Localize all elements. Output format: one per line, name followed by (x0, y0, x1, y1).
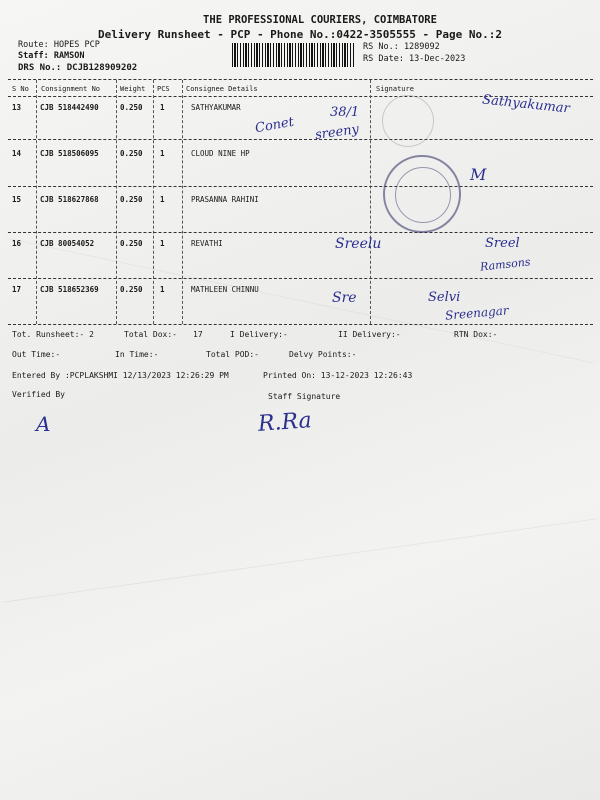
faded-stamp (382, 95, 434, 147)
row-rule (8, 139, 593, 140)
entered-by: Entered By :PCPLAKSHMI 12/13/2023 12:26:29 PM (12, 371, 229, 380)
row-consignment: CJB 518652369 (40, 285, 99, 294)
row-consignee: PRASANNA RAHINI (191, 195, 259, 204)
handwritten-signature: Sreelu (335, 236, 382, 252)
column-divider (153, 80, 154, 324)
column-header-weight: Weight (120, 85, 146, 93)
paper-crease (6, 238, 593, 364)
column-divider (370, 80, 371, 324)
column-header-pcs: PCS (157, 85, 170, 93)
ii-delivery: II Delivery:- (338, 330, 401, 339)
column-divider (36, 80, 37, 324)
row-sno: 15 (12, 195, 22, 204)
verified-by-label: Verified By (12, 390, 65, 399)
rs-number: RS No.: 1289092 (363, 42, 440, 52)
handwritten-signature: Sre (332, 290, 357, 306)
handwritten-signature: Sathyakumar (481, 92, 571, 117)
row-sno: 13 (12, 103, 22, 112)
printed-on: Printed On: 13-12-2023 12:26:43 (263, 371, 413, 380)
rtn-dox: RTN Dox:- (454, 330, 498, 339)
row-rule (8, 278, 593, 279)
total-pod: Total POD:- (206, 350, 259, 359)
row-consignment: CJB 518506095 (40, 149, 99, 158)
staff-label: Staff: RAMSON (18, 51, 85, 61)
handwritten-signature: Conet (253, 114, 296, 137)
delvy-points: Delvy Points:- (289, 350, 357, 359)
column-header-consignee: Consignee Details (186, 85, 258, 93)
row-pcs: 1 (160, 239, 165, 248)
column-header-consignment: Consignment No (41, 85, 101, 93)
row-consignment: CJB 80054052 (40, 239, 95, 248)
drs-number: DRS No.: DCJB128909202 (18, 63, 138, 73)
row-pcs: 1 (160, 103, 165, 112)
row-rule (8, 232, 593, 233)
table-bottom-rule (8, 324, 593, 325)
runsheet-subtitle: Delivery Runsheet - PCP - Phone No.:0422-3505555 - Page No.:2 (98, 28, 502, 41)
row-pcs: 1 (160, 285, 165, 294)
row-consignee: SATHYAKUMAR (191, 103, 241, 112)
row-weight: 0.250 (120, 285, 143, 294)
i-delivery: I Delivery:- (230, 330, 288, 339)
handwritten-signature: sreeny (314, 122, 360, 143)
handwritten-signature: M (470, 165, 487, 184)
staff-signature-label: Staff Signature (268, 392, 341, 401)
row-sno: 17 (12, 285, 22, 294)
barcode (232, 43, 354, 67)
row-consignee: MATHLEEN CHINNU (191, 285, 259, 294)
handwritten-signature: Sreenagar (444, 303, 510, 323)
table-top-rule (8, 79, 593, 80)
total-dox-value: 17 (193, 330, 203, 339)
paper-crease (3, 518, 597, 602)
column-divider (116, 80, 117, 324)
row-consignee: REVATHI (191, 239, 223, 248)
handwritten-signature: Sreel (485, 236, 520, 251)
tot-runsheet: Tot. Runsheet:- 2 (12, 330, 94, 339)
row-pcs: 1 (160, 149, 165, 158)
row-sno: 16 (12, 239, 22, 248)
row-pcs: 1 (160, 195, 165, 204)
handwritten-signature: Selvi (428, 290, 461, 305)
row-sno: 14 (12, 149, 22, 158)
route-label: Route: HOPES PCP (18, 40, 100, 50)
handwritten-signature: 38/1 (330, 105, 360, 120)
total-dox-label: Total Dox:- (124, 330, 177, 339)
in-time: In Time:- (115, 350, 159, 359)
handwritten-signature: Ramsons (479, 255, 532, 274)
row-weight: 0.250 (120, 239, 143, 248)
company-title: THE PROFESSIONAL COURIERS, COIMBATORE (203, 14, 437, 26)
row-weight: 0.250 (120, 149, 143, 158)
row-consignment: CJB 518442490 (40, 103, 99, 112)
column-divider (182, 80, 183, 324)
row-weight: 0.250 (120, 103, 143, 112)
office-stamp (383, 155, 461, 233)
row-consignment: CJB 518627868 (40, 195, 99, 204)
row-rule (8, 186, 593, 187)
row-weight: 0.250 (120, 195, 143, 204)
verifier-signature: A (36, 412, 51, 436)
column-header-sno: S No (12, 85, 29, 93)
out-time: Out Time:- (12, 350, 61, 359)
rs-date: RS Date: 13-Dec-2023 (363, 54, 466, 64)
column-header-signature: Signature (376, 85, 414, 93)
staff-signature: R.Ra (257, 408, 313, 437)
row-consignee: CLOUD NINE HP (191, 149, 250, 158)
